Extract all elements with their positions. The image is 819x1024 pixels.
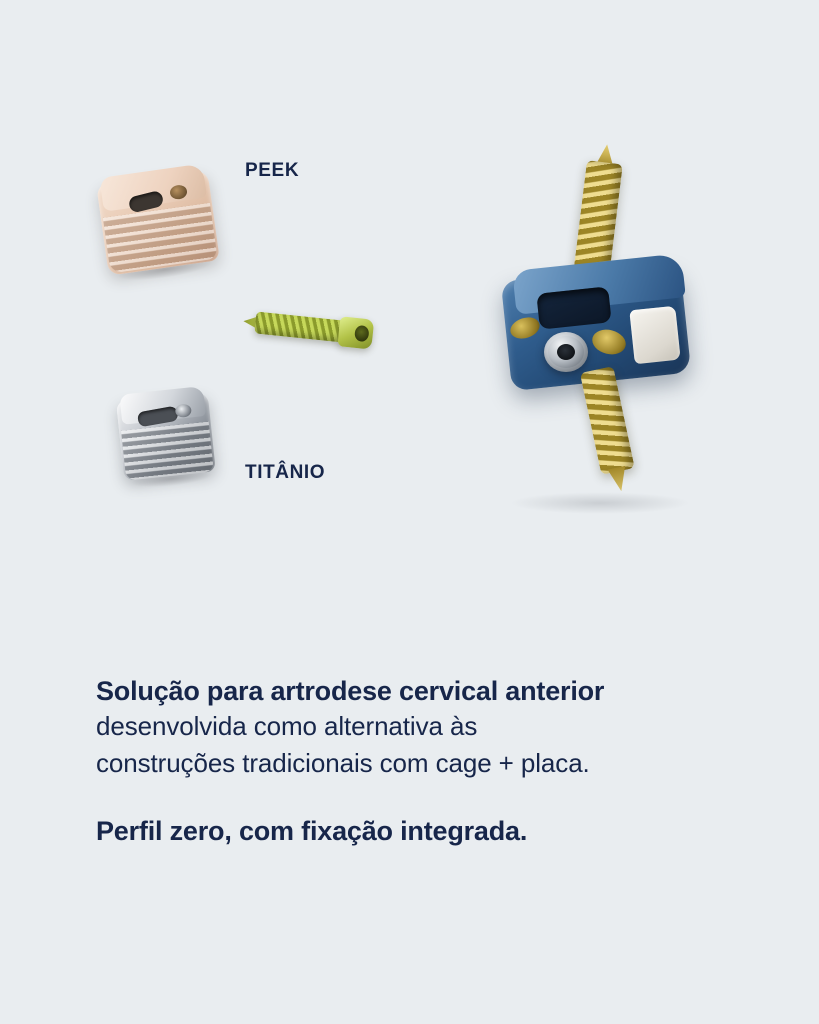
implant-assembly-image	[480, 140, 730, 470]
green-bone-screw-image	[241, 301, 377, 357]
caption-spacer	[96, 782, 756, 816]
caption-block	[96, 676, 756, 847]
lower-screw-thread	[580, 366, 635, 475]
lower-screw-tip	[608, 466, 631, 493]
peek-cage-image	[89, 158, 231, 287]
titanium-cage-teeth	[121, 422, 214, 481]
lower-gold-screw	[575, 365, 647, 502]
implant-locking-screw	[544, 332, 588, 372]
caption-closing: Perfil zero, com fixação integrada.	[96, 815, 528, 846]
titanium-cage-image	[111, 383, 225, 491]
screw-thread	[254, 311, 346, 342]
implant-graft-cavity	[536, 286, 611, 329]
caption-headline: Solução para artrodese cervical anterior	[96, 676, 605, 706]
caption-body-line-2: construções tradicionais com cage + placa.	[96, 747, 590, 778]
implant-white-insert	[629, 306, 680, 365]
screw-head	[337, 316, 374, 349]
peek-label: PEEK	[245, 160, 300, 181]
titanium-label: TITÂNIO	[245, 462, 326, 483]
caption-body-line-1: desenvolvida como alternativa às	[96, 710, 478, 741]
